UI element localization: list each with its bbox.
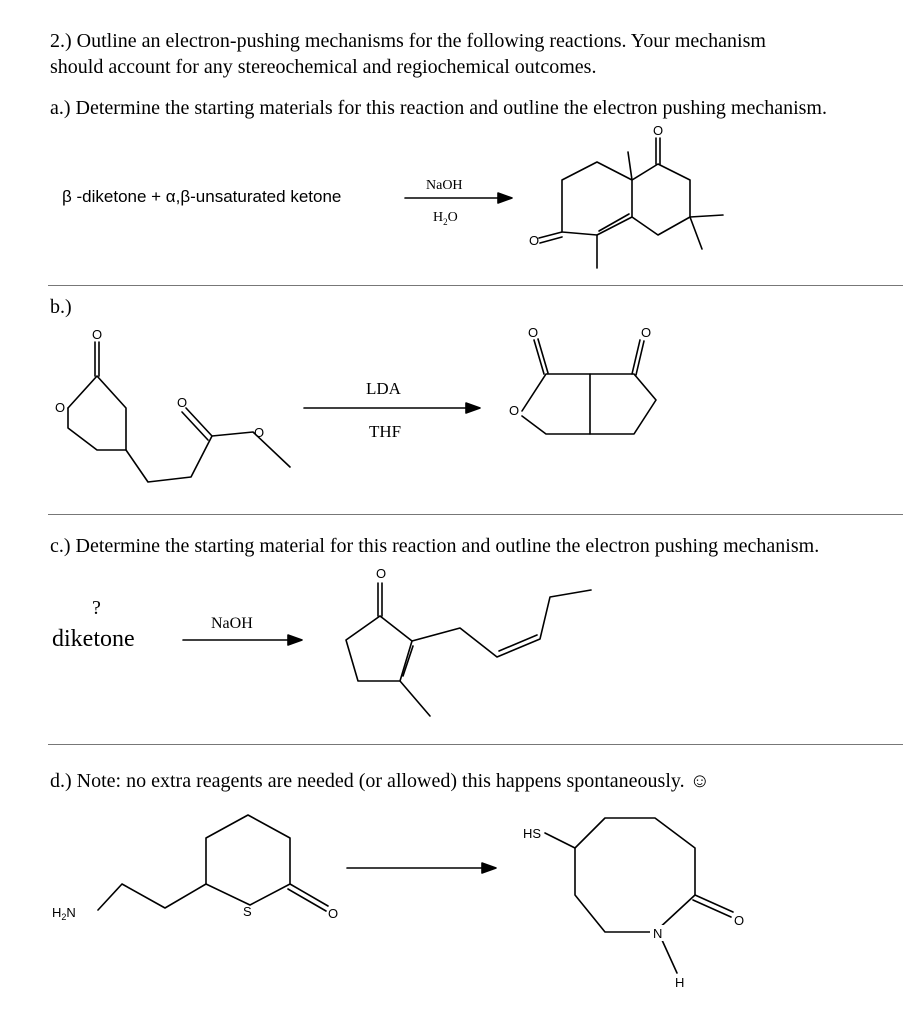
part-a-atom-o-left: O: [529, 233, 540, 248]
part-c-reactant: diketone: [52, 626, 135, 652]
part-b-reagent-lda: LDA: [366, 379, 401, 398]
part-d-prod-atom-o: O: [734, 913, 745, 928]
part-c-reaction-arrow: [183, 635, 302, 645]
part-d-reaction-arrow: [347, 863, 496, 873]
part-b-prod-atom-o-3: O: [509, 403, 520, 418]
part-b-prod-atom-o-2: O: [641, 325, 652, 340]
part-d-product-molecule: [545, 818, 733, 973]
part-d-atom-h: H: [675, 975, 685, 990]
part-a-atom-o-top: O: [653, 123, 664, 138]
part-a-reactants: β -diketone + α,β-unsaturated ketone: [62, 187, 342, 206]
part-b-prod-atom-o-1: O: [528, 325, 539, 340]
part-d-atom-h2n: $H_2N$: [52, 905, 76, 922]
part-b-product-molecule: [522, 339, 656, 434]
part-a-reagent-water: $H_2O$: [433, 210, 458, 227]
part-c-label: c.) Determine the starting material for this reaction and outline the electron pushing mechanism.: [50, 535, 820, 557]
part-d-atom-hs: HS: [523, 826, 542, 841]
part-b-label: b.): [50, 296, 72, 318]
part-b-atom-o-4: O: [254, 425, 265, 440]
part-a-product-molecule: [539, 138, 723, 268]
part-b-reagent-thf: THF: [369, 422, 402, 441]
part-d-atom-o: O: [328, 906, 339, 921]
part-d-label: d.) Note: no extra reagents are needed (or allowed) this happens spontaneously. ☺: [50, 770, 711, 792]
part-c-unknown: ?: [92, 597, 101, 619]
part-a-reaction-arrow: [405, 193, 512, 203]
part-b-atom-o-3: O: [177, 395, 188, 410]
part-a-label: a.) Determine the starting materials for this reaction and outline the electron pushing mechanism.: [50, 97, 827, 119]
part-d-atom-s: S: [243, 904, 252, 919]
part-b-atom-o-1: O: [92, 327, 103, 342]
question-intro-line2: should account for any stereochemical and regiochemical outcomes.: [50, 56, 597, 78]
part-c-product-molecule: [346, 583, 591, 716]
part-a-reagent-naoh: NaOH: [426, 178, 463, 193]
part-b-atom-o-2: O: [55, 400, 66, 415]
part-d-starting-molecule: [98, 815, 328, 911]
part-c-reagent-naoh: NaOH: [211, 615, 253, 632]
part-b-starting-molecule: [68, 342, 290, 482]
part-c-atom-o: O: [376, 566, 387, 581]
part-b-reaction-arrow: [304, 403, 480, 413]
question-intro-line1: 2.) Outline an electron-pushing mechanisms for the following reactions. Your mechanism: [50, 30, 766, 52]
part-d-atom-n: N: [653, 926, 663, 941]
